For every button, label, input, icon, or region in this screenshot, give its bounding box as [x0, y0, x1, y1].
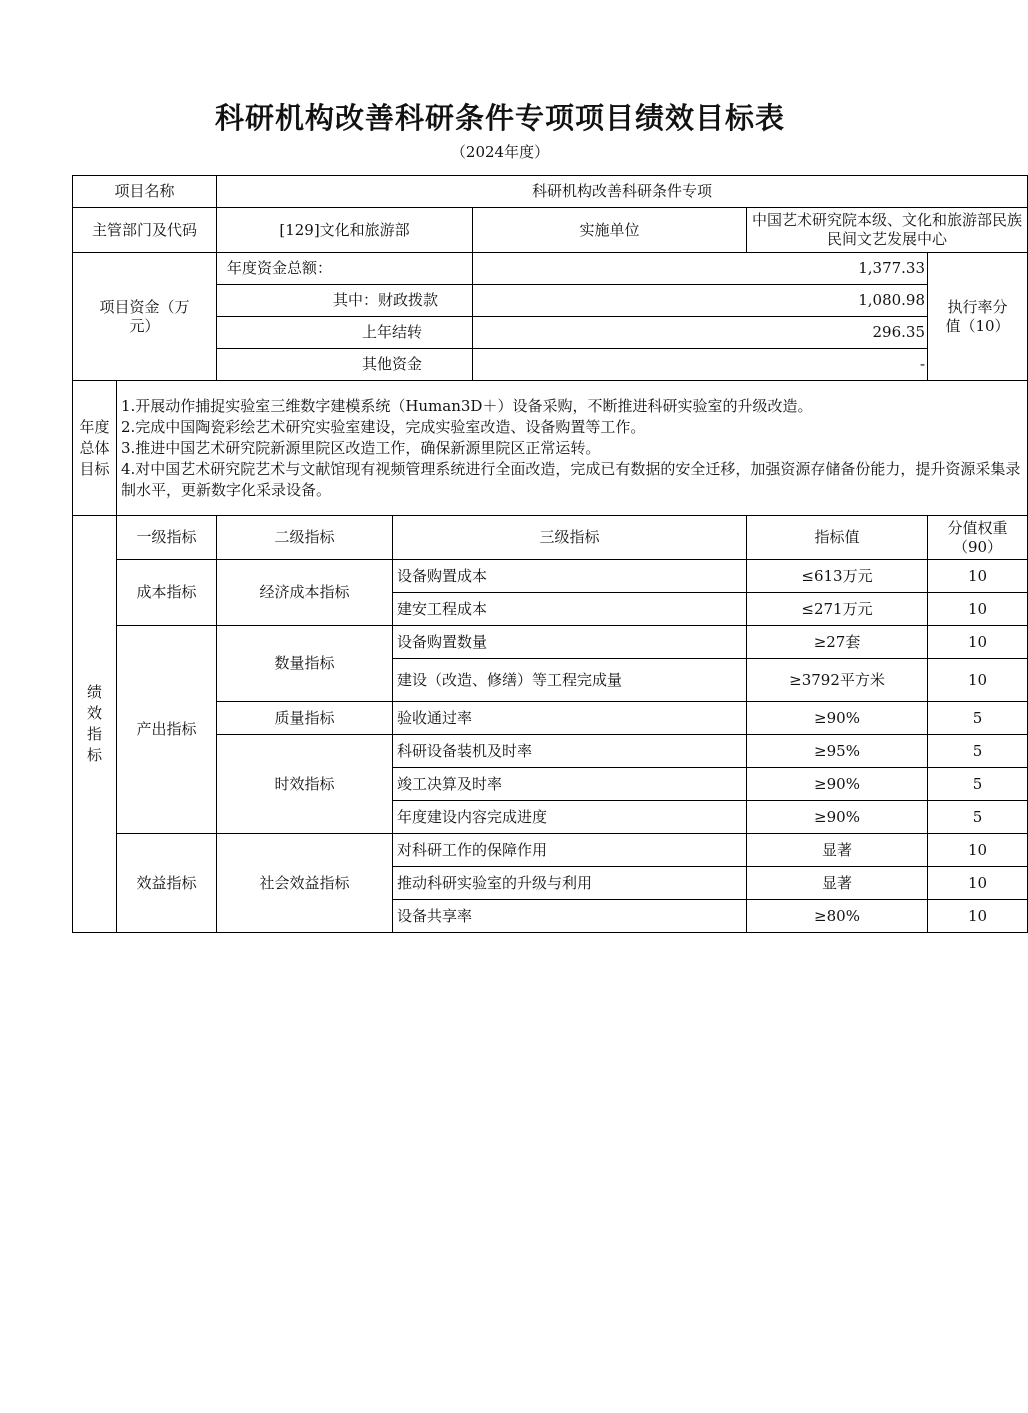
implementing-unit-value: 中国艺术研究院本级、文化和旅游部民族民间文艺发展中心: [747, 208, 1028, 253]
fund-other-label: 其他资金: [217, 349, 473, 381]
indicators-label: 绩效指标: [73, 516, 117, 933]
indicator-weight: 5: [928, 768, 1028, 801]
indicator-name: 设备共享率: [393, 900, 747, 933]
indicator-name: 建安工程成本: [393, 593, 747, 626]
indicator-name: 设备购置成本: [393, 560, 747, 593]
level1-output: 产出指标: [117, 626, 217, 834]
goals-content: [117, 381, 1028, 516]
fund-fiscal-label: 其中：财政拨款: [217, 285, 473, 317]
level2-social-benefit: 社会效益指标: [217, 834, 393, 933]
funds-row: [73, 349, 1028, 381]
department-value: [129]文化和旅游部: [217, 208, 473, 253]
indicator-row: [73, 626, 1028, 659]
indicator-weight: 10: [928, 626, 1028, 659]
header-level3: 三级指标: [393, 516, 747, 560]
project-name-label: 项目名称: [73, 176, 217, 208]
level1-cost: 成本指标: [117, 560, 217, 626]
goal-item: 2.完成中国陶瓷彩绘艺术研究实验室建设，完成实验室改造、设备购置等工作。: [121, 417, 646, 436]
document-title: 科研机构改善科研条件专项项目绩效目标表: [214, 101, 785, 135]
indicator-row: [73, 735, 1028, 768]
indicator-weight: 10: [928, 900, 1028, 933]
indicator-value: ≥27套: [747, 626, 928, 659]
goal-item: 4.对中国艺术研究院艺术与文献馆现有视频管理系统进行全面改造，完成已有数据的安全迁移，加强资源存储备份能力，提升资源采集录制水平，更新数字化采录设备。: [121, 459, 1021, 499]
indicator-value: ≥90%: [747, 801, 928, 834]
level2-economic-cost: 经济成本指标: [217, 560, 393, 626]
indicator-value: ≥95%: [747, 735, 928, 768]
indicator-value: ≥90%: [747, 768, 928, 801]
indicator-name: 建设（改造、修缮）等工程完成量: [393, 659, 747, 702]
fund-other-value: -: [473, 349, 928, 381]
indicator-value: ≥3792平方米: [747, 659, 928, 702]
fund-total-value: 1,377.33: [473, 253, 928, 285]
indicator-weight: 5: [928, 801, 1028, 834]
indicator-weight: 10: [928, 560, 1028, 593]
level2-timeliness: 时效指标: [217, 735, 393, 834]
indicator-name: 设备购置数量: [393, 626, 747, 659]
indicator-weight: 10: [928, 834, 1028, 867]
goal-item: 3.推进中国艺术研究院新源里院区改造工作，确保新源里院区正常运转。: [121, 438, 601, 457]
indicator-name: 竣工决算及时率: [393, 768, 747, 801]
indicator-weight: 5: [928, 702, 1028, 735]
header-weight: 分值权重（90）: [928, 516, 1028, 560]
indicator-weight: 10: [928, 867, 1028, 900]
funds-row: [73, 253, 1028, 285]
indicator-row: [73, 834, 1028, 867]
fund-carryover-label: 上年结转: [217, 317, 473, 349]
goal-item: 1.开展动作捕捉实验室三维数字建模系统（Human3D＋）设备采购，不断推进科研实验室的升级改造。: [121, 396, 813, 415]
performance-target-table: [72, 175, 1028, 933]
fund-fiscal-value: 1,080.98: [473, 285, 928, 317]
indicator-name: 科研设备装机及时率: [393, 735, 747, 768]
indicator-name: 验收通过率: [393, 702, 747, 735]
project-name-row: [73, 176, 1028, 208]
funds-label: 项目资金（万元）: [73, 253, 217, 381]
indicator-weight: 10: [928, 659, 1028, 702]
project-name-value: 科研机构改善科研条件专项: [217, 176, 1028, 208]
indicator-value: ≥90%: [747, 702, 928, 735]
indicator-header-row: [73, 516, 1028, 560]
document-subtitle: （2024年度）: [450, 143, 550, 161]
department-label: 主管部门及代码: [73, 208, 217, 253]
level2-quality: 质量指标: [217, 702, 393, 735]
indicator-value: ≤613万元: [747, 560, 928, 593]
indicator-value: ≥80%: [747, 900, 928, 933]
implementing-unit-label: 实施单位: [473, 208, 747, 253]
funds-row: [73, 317, 1028, 349]
department-row: [73, 208, 1028, 253]
goals-row: [73, 381, 1028, 516]
fund-total-label: 年度资金总额：: [217, 253, 473, 285]
indicator-value: 显著: [747, 834, 928, 867]
execution-rate-label: 执行率分值（10）: [928, 253, 1028, 381]
header-value: 指标值: [747, 516, 928, 560]
indicator-row: [73, 702, 1028, 735]
indicator-name: 年度建设内容完成进度: [393, 801, 747, 834]
indicator-weight: 10: [928, 593, 1028, 626]
level1-benefit: 效益指标: [117, 834, 217, 933]
indicator-value: ≤271万元: [747, 593, 928, 626]
indicator-name: 推动科研实验室的升级与利用: [393, 867, 747, 900]
indicator-row: [73, 560, 1028, 593]
header-level1: 一级指标: [117, 516, 217, 560]
header-level2: 二级指标: [217, 516, 393, 560]
indicator-value: 显著: [747, 867, 928, 900]
goals-label: 年度总体目标: [73, 381, 117, 516]
indicator-name: 对科研工作的保障作用: [393, 834, 747, 867]
indicator-weight: 5: [928, 735, 1028, 768]
fund-carryover-value: 296.35: [473, 317, 928, 349]
level2-quantity: 数量指标: [217, 626, 393, 702]
funds-row: [73, 285, 1028, 317]
